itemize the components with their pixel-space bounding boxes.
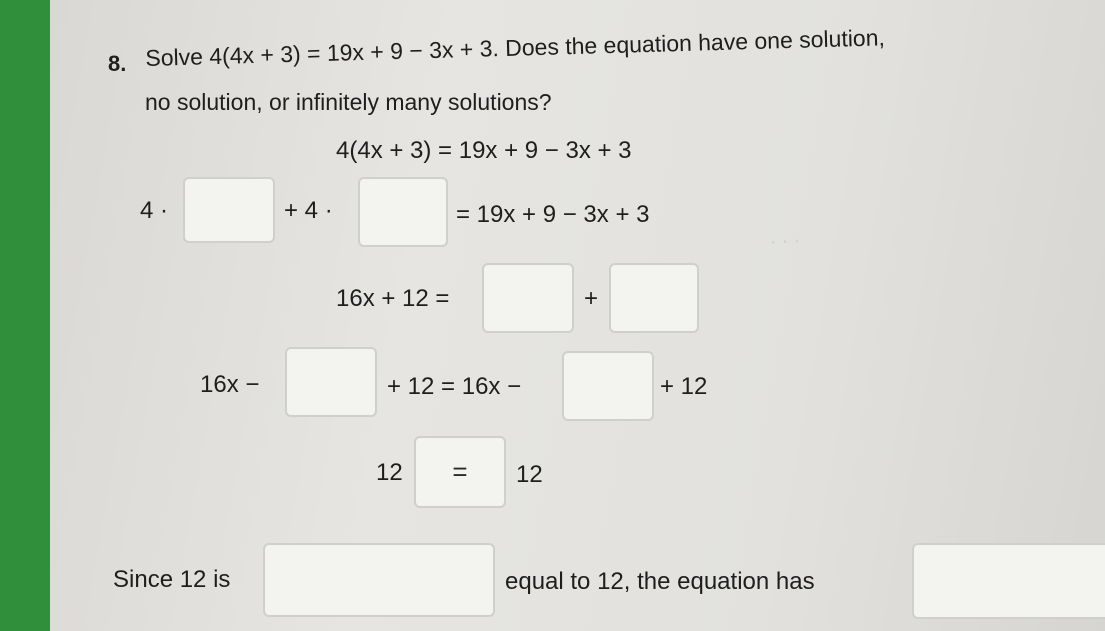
- handwritten-equals: =: [452, 456, 468, 487]
- step2-factor-a: 4 ·: [140, 197, 169, 224]
- answer-box-combine-const[interactable]: [609, 263, 699, 333]
- conclusion-part1: Since 12 is: [113, 566, 231, 593]
- answer-box-solution-count[interactable]: [912, 543, 1105, 619]
- answer-box-is-equal[interactable]: [263, 543, 495, 617]
- problem-text-line2: no solution, or infinitely many solutions?: [145, 89, 552, 115]
- step2-factor-b: + 4 ·: [284, 197, 333, 224]
- step4-part-a: 16x −: [200, 371, 260, 398]
- problem-text-line1: Solve 4(4x + 3) = 19x + 9 − 3x + 3. Does the equation have one solution,: [145, 24, 886, 71]
- step4-part-b: + 12 = 16x −: [387, 373, 522, 400]
- answer-box-subtract-right[interactable]: [562, 351, 654, 421]
- step2-right-side: = 19x + 9 − 3x + 3: [456, 201, 650, 228]
- step5-left: 12: [376, 459, 403, 486]
- step5-right: 12: [516, 461, 543, 488]
- equation-original: 4(4x + 3) = 19x + 9 − 3x + 3: [336, 137, 632, 164]
- step3-plus: +: [584, 285, 599, 312]
- answer-box-distribute-1[interactable]: [183, 177, 275, 243]
- answer-box-distribute-2[interactable]: [358, 177, 448, 247]
- answer-box-relation[interactable]: [414, 436, 506, 508]
- show-through-text: ‧ ‧ ‧: [769, 231, 801, 255]
- answer-box-combine-x[interactable]: [482, 263, 574, 333]
- green-background-strip: [0, 0, 50, 631]
- conclusion-part2: equal to 12, the equation has: [505, 568, 815, 595]
- problem-number: 8.: [108, 51, 127, 76]
- step3-left-side: 16x + 12 =: [336, 285, 450, 312]
- answer-box-subtract-left[interactable]: [285, 347, 377, 417]
- step4-part-c: + 12: [660, 373, 708, 400]
